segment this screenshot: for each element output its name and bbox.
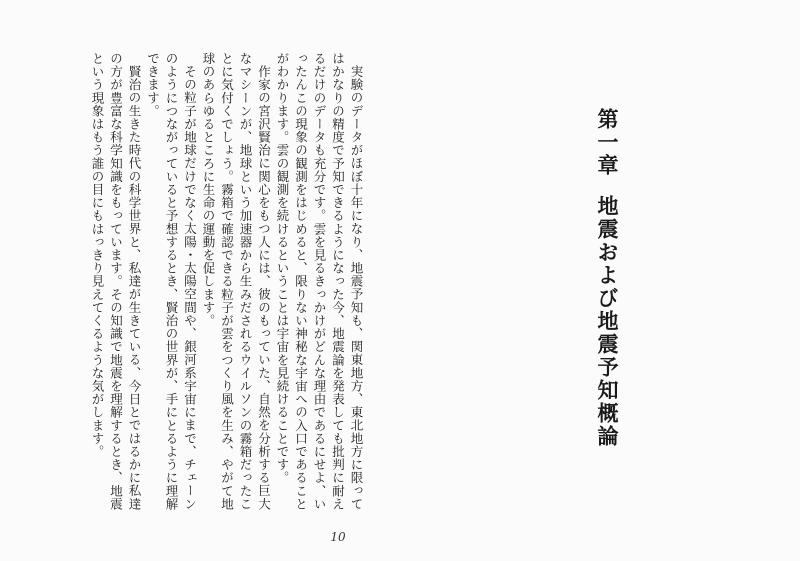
paragraph-2: 作家の宮沢賢治に関心をもつ人には、彼のもっていた、自然を分析する巨大なマシーンが、地球という加速器から生みだされるウイルソンの霧箱だったことに気付くでしょう。霧箱で確認できる粒子が雲をつくり風を生み、やがて地球のあらゆるところに生命の運動を促します。 (201, 52, 272, 511)
body-text (50, 52, 365, 522)
chapter-title (593, 108, 621, 448)
paragraph-4: 賢治の生きた時代の科学世界と、私達が生きている、今日とではるかに私達の方が豊富な科学知識をもっています。その知識で地震を理解するとき、地震という現象はもう誰の目にもはっきり見えてくるような気がします。 (90, 52, 142, 511)
chapter-number: 第一章 (595, 108, 620, 177)
paragraph-3: その粒子が地球だけでなく太陽・太陽空間や、銀河系宇宙にまで、チェーンのようにつながっていると予想するとき、賢治の世界が、手にとるように理解できます。 (145, 52, 198, 511)
chapter-name: 地震および地震予知概論 (595, 195, 620, 448)
page-number: 10 (330, 530, 346, 544)
paragraph-1: 実験のデータがほぼ十年になり、地震予知も、関東地方、東北地方に限ってはかなりの精度で予知できるようになった今、地震論を発表しても批判に耐えるだけのデータも充分です。雲を見るきっかけがどんな理由であるにせよ、いったんこの現象の観測をはじめると、限りない神秘な宇宙への入口であることがわかります。雲の観測を続けるということは宇宙を見続けることです。 (275, 52, 364, 511)
